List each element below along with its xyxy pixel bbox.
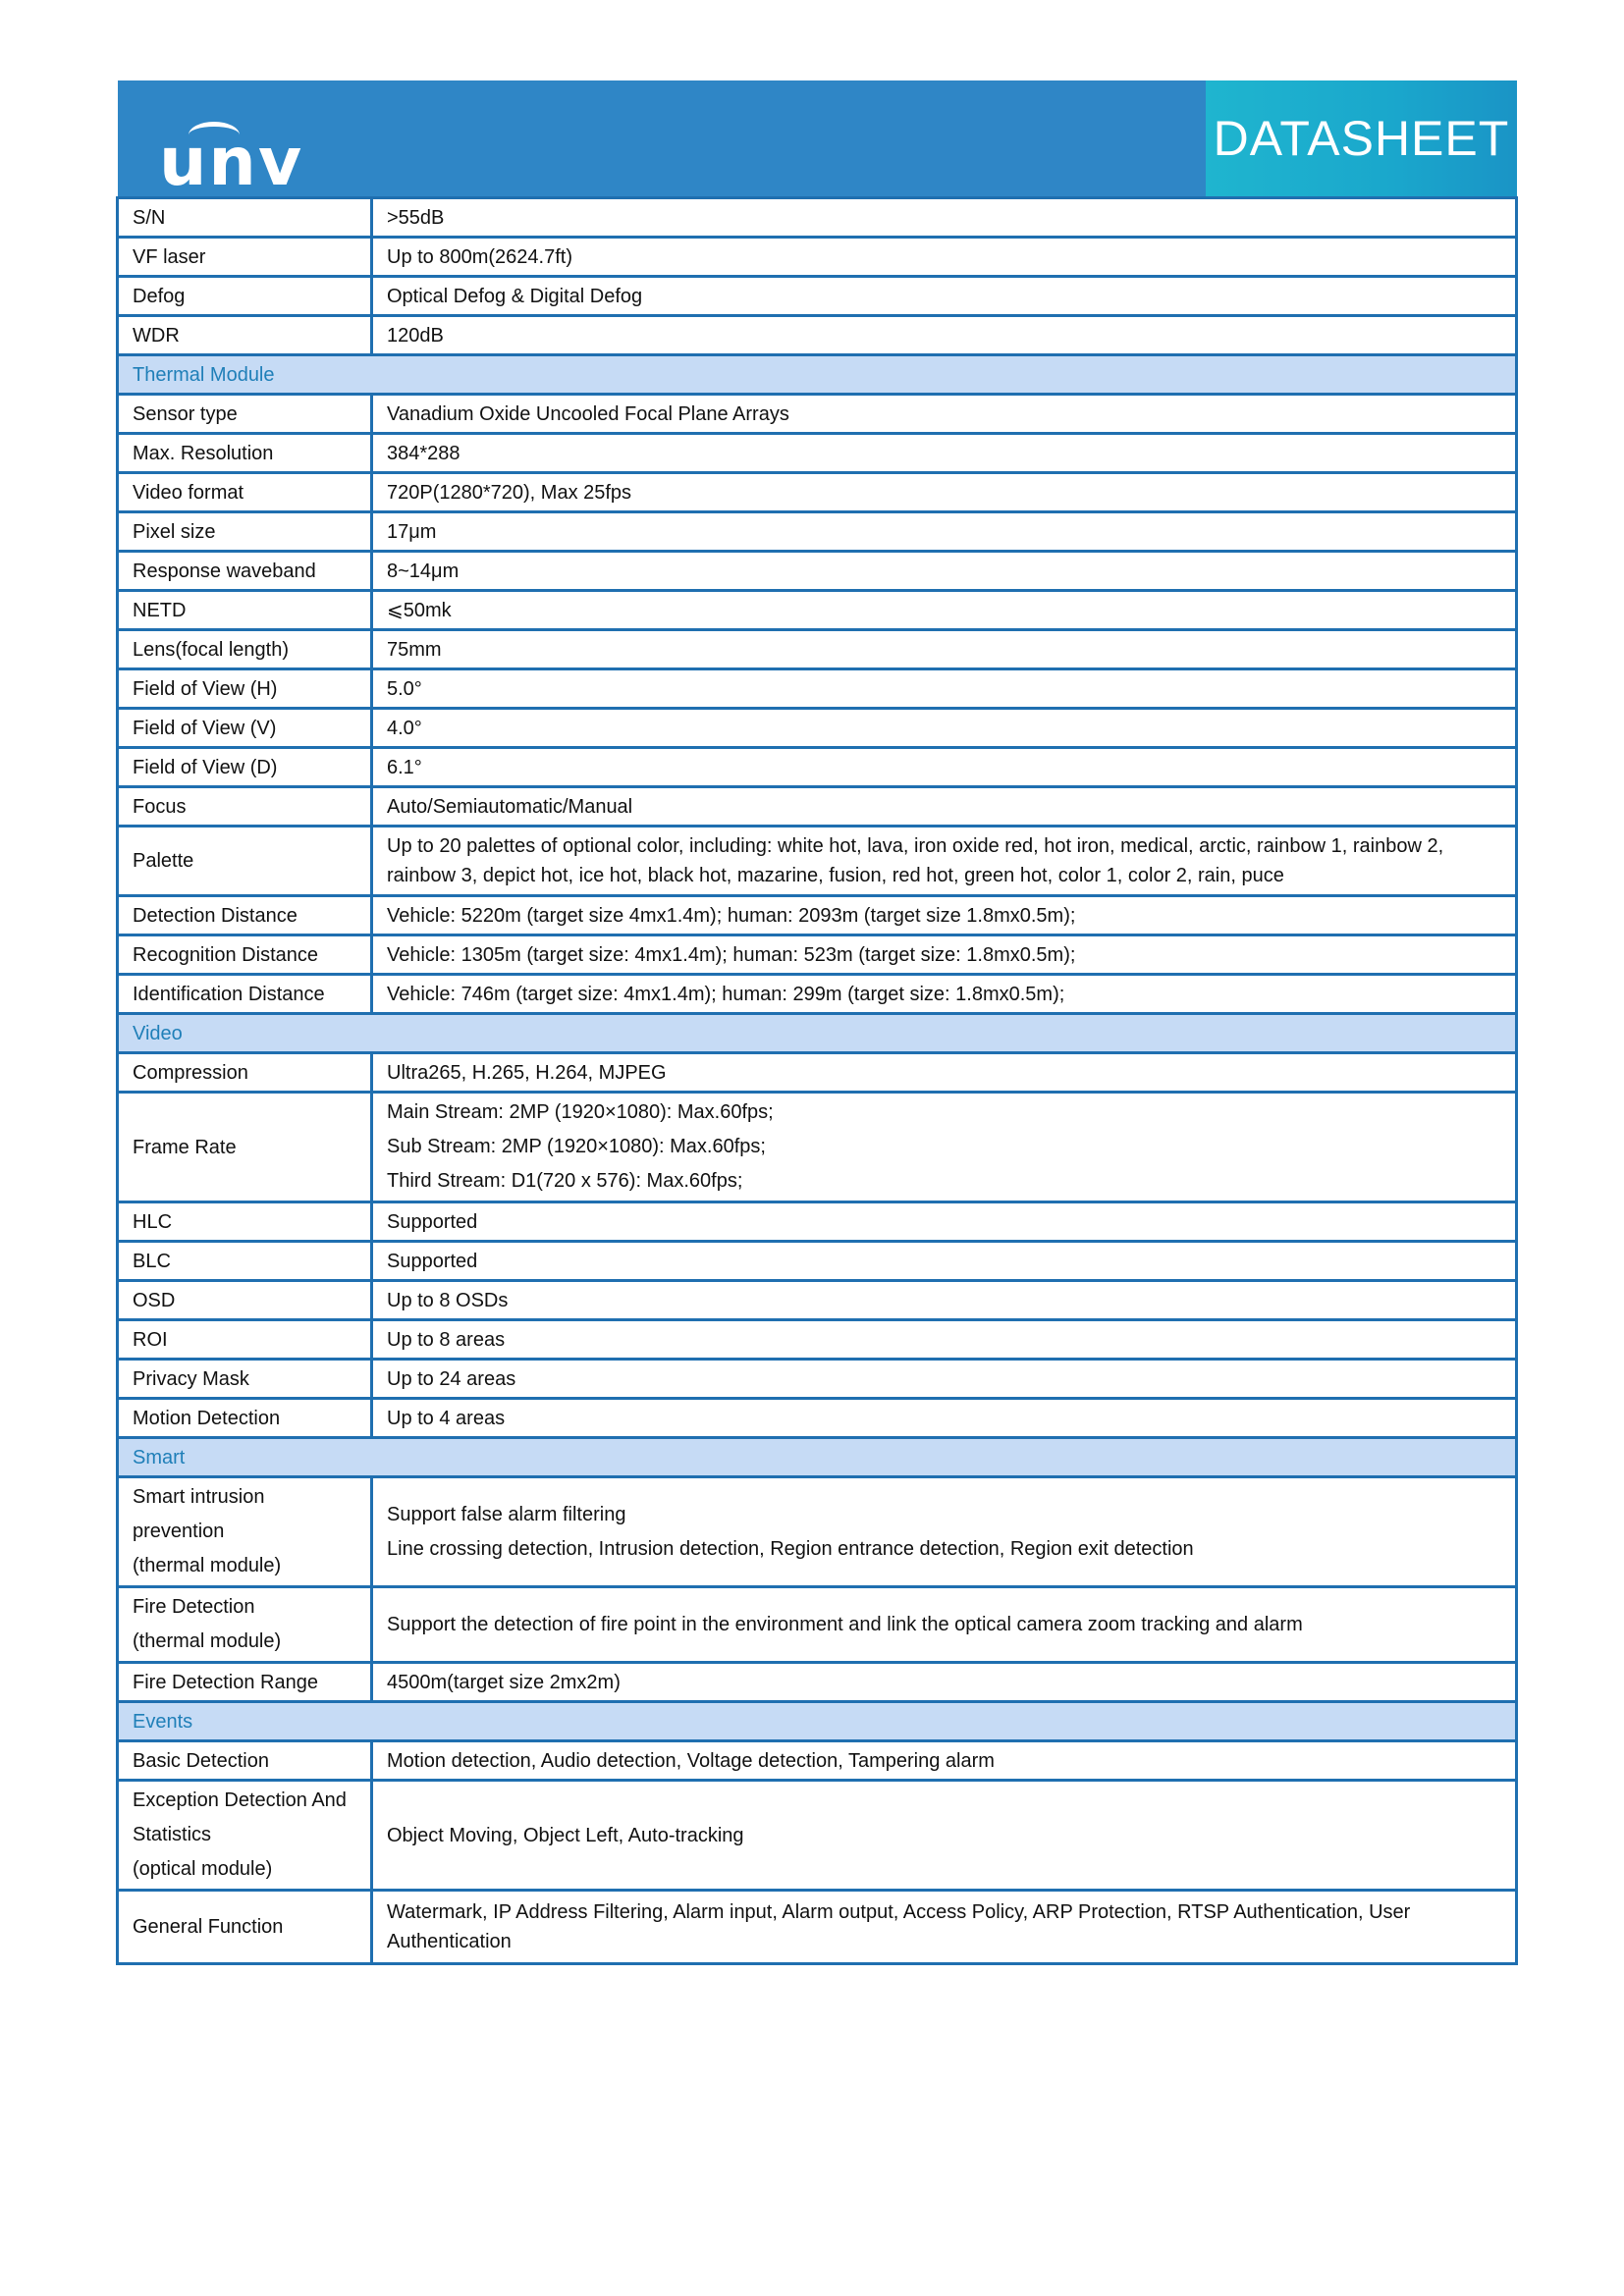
spec-key bbox=[118, 1587, 372, 1663]
spec-key: OSD bbox=[118, 1281, 372, 1320]
spec-key-line: (optical module) bbox=[133, 1858, 273, 1880]
spec-key-line: Exception Detection And bbox=[133, 1789, 347, 1811]
table-row bbox=[118, 1781, 1517, 1891]
table-row bbox=[118, 1663, 1517, 1702]
spec-key: Detection Distance bbox=[118, 896, 372, 935]
spec-value: 6.1° bbox=[372, 748, 1517, 787]
unv-logo bbox=[137, 100, 304, 201]
table-row bbox=[118, 827, 1517, 896]
spec-key: Pixel size bbox=[118, 512, 372, 552]
spec-value-line: Sub Stream: 2MP (1920×1080): Max.60fps; bbox=[387, 1136, 766, 1157]
spec-key: Lens(focal length) bbox=[118, 630, 372, 669]
spec-key: Focus bbox=[118, 787, 372, 827]
spec-key: BLC bbox=[118, 1242, 372, 1281]
table-row bbox=[118, 316, 1517, 355]
spec-value: 120dB bbox=[372, 316, 1517, 355]
table-row bbox=[118, 669, 1517, 709]
section-thermal-module bbox=[118, 355, 1517, 395]
spec-key-line: (thermal module) bbox=[133, 1555, 282, 1576]
spec-value: Watermark, IP Address Filtering, Alarm input, Alarm output, Access Policy, ARP Protection, RTSP Authentication, User Authentication bbox=[372, 1891, 1517, 1964]
table-row bbox=[118, 238, 1517, 277]
table-row bbox=[118, 975, 1517, 1014]
section-title: Events bbox=[118, 1702, 1517, 1741]
table-row bbox=[118, 896, 1517, 935]
spec-key: WDR bbox=[118, 316, 372, 355]
spec-key: Palette bbox=[118, 827, 372, 896]
spec-key: Defog bbox=[118, 277, 372, 316]
spec-key-line: prevention bbox=[133, 1521, 225, 1542]
spec-value: 4.0° bbox=[372, 709, 1517, 748]
spec-value: ⩽50mk bbox=[372, 591, 1517, 630]
spec-key: Max. Resolution bbox=[118, 434, 372, 473]
datasheet-label: DATASHEET bbox=[1213, 111, 1510, 166]
spec-key: Identification Distance bbox=[118, 975, 372, 1014]
spec-value: 4500m(target size 2mx2m) bbox=[372, 1663, 1517, 1702]
spec-value: Up to 8 areas bbox=[372, 1320, 1517, 1360]
spec-value: 17μm bbox=[372, 512, 1517, 552]
table-row bbox=[118, 591, 1517, 630]
table-row bbox=[118, 1053, 1517, 1093]
spec-value bbox=[372, 1093, 1517, 1202]
table-row bbox=[118, 1320, 1517, 1360]
spec-value: Vehicle: 1305m (target size: 4mx1.4m); human: 523m (target size: 1.8mx0.5m); bbox=[372, 935, 1517, 975]
spec-value-line: Main Stream: 2MP (1920×1080): Max.60fps; bbox=[387, 1101, 774, 1123]
table-row bbox=[118, 198, 1517, 238]
spec-key-line: Fire Detection bbox=[133, 1596, 255, 1618]
spec-value: Up to 8 OSDs bbox=[372, 1281, 1517, 1320]
spec-key: General Function bbox=[118, 1891, 372, 1964]
section-title: Thermal Module bbox=[118, 355, 1517, 395]
spec-value: Up to 24 areas bbox=[372, 1360, 1517, 1399]
section-title: Smart bbox=[118, 1438, 1517, 1477]
table-row bbox=[118, 277, 1517, 316]
spec-key: Field of View (V) bbox=[118, 709, 372, 748]
spec-key: Response waveband bbox=[118, 552, 372, 591]
table-row bbox=[118, 630, 1517, 669]
spec-key bbox=[118, 1477, 372, 1587]
spec-key: Fire Detection Range bbox=[118, 1663, 372, 1702]
spec-key: Recognition Distance bbox=[118, 935, 372, 975]
spec-value: Supported bbox=[372, 1242, 1517, 1281]
spec-key-line: Statistics bbox=[133, 1824, 212, 1845]
spec-value: 5.0° bbox=[372, 669, 1517, 709]
spec-value: Up to 4 areas bbox=[372, 1399, 1517, 1438]
spec-key: VF laser bbox=[118, 238, 372, 277]
spec-value bbox=[372, 1477, 1517, 1587]
table-row bbox=[118, 1242, 1517, 1281]
datasheet-badge bbox=[1206, 80, 1517, 196]
spec-value: Auto/Semiautomatic/Manual bbox=[372, 787, 1517, 827]
spec-value-line: Support false alarm filtering bbox=[387, 1503, 626, 1525]
table-row bbox=[118, 1741, 1517, 1781]
table-row bbox=[118, 1477, 1517, 1587]
table-row bbox=[118, 1093, 1517, 1202]
section-video bbox=[118, 1014, 1517, 1053]
table-row bbox=[118, 473, 1517, 512]
logo-text: unv bbox=[159, 124, 304, 201]
table-row bbox=[118, 395, 1517, 434]
spec-value: Vehicle: 746m (target size: 4mx1.4m); human: 299m (target size: 1.8mx0.5m); bbox=[372, 975, 1517, 1014]
table-row bbox=[118, 1281, 1517, 1320]
spec-table bbox=[116, 196, 1518, 1965]
spec-value: Ultra265, H.265, H.264, MJPEG bbox=[372, 1053, 1517, 1093]
spec-key: Compression bbox=[118, 1053, 372, 1093]
section-smart bbox=[118, 1438, 1517, 1477]
spec-key: NETD bbox=[118, 591, 372, 630]
spec-key: Basic Detection bbox=[118, 1741, 372, 1781]
spec-key bbox=[118, 1781, 372, 1891]
table-row bbox=[118, 1360, 1517, 1399]
table-row bbox=[118, 748, 1517, 787]
table-row bbox=[118, 1891, 1517, 1964]
table-row bbox=[118, 434, 1517, 473]
spec-key-line: (thermal module) bbox=[133, 1630, 282, 1652]
spec-value-line: Third Stream: D1(720 x 576): Max.60fps; bbox=[387, 1170, 743, 1192]
spec-key: Video format bbox=[118, 473, 372, 512]
spec-value: Up to 20 palettes of optional color, including: white hot, lava, iron oxide red, hot iron, medical, arctic, rainbow 1, rainbow 2, rainbow 3, depict hot, ice hot, black hot, mazarine, fusion, red hot, green hot, color 1, color 2, rain, puce bbox=[372, 827, 1517, 896]
spec-key: Field of View (H) bbox=[118, 669, 372, 709]
spec-value: 8~14μm bbox=[372, 552, 1517, 591]
spec-key: ROI bbox=[118, 1320, 372, 1360]
table-row bbox=[118, 552, 1517, 591]
spec-key: HLC bbox=[118, 1202, 372, 1242]
spec-value: >55dB bbox=[372, 198, 1517, 238]
spec-key-line: Smart intrusion bbox=[133, 1486, 265, 1508]
spec-value: Vanadium Oxide Uncooled Focal Plane Arrays bbox=[372, 395, 1517, 434]
table-row bbox=[118, 1587, 1517, 1663]
table-row bbox=[118, 935, 1517, 975]
spec-value: Object Moving, Object Left, Auto-tracking bbox=[372, 1781, 1517, 1891]
spec-value: Optical Defog & Digital Defog bbox=[372, 277, 1517, 316]
spec-value: Vehicle: 5220m (target size 4mx1.4m); human: 2093m (target size 1.8mx0.5m); bbox=[372, 896, 1517, 935]
spec-value-line: Line crossing detection, Intrusion detection, Region entrance detection, Region exit detection bbox=[387, 1537, 1194, 1560]
spec-value: Up to 800m(2624.7ft) bbox=[372, 238, 1517, 277]
spec-key: S/N bbox=[118, 198, 372, 238]
table-row bbox=[118, 512, 1517, 552]
section-title: Video bbox=[118, 1014, 1517, 1053]
table-row bbox=[118, 1399, 1517, 1438]
spec-value: Supported bbox=[372, 1202, 1517, 1242]
spec-value: 75mm bbox=[372, 630, 1517, 669]
section-events bbox=[118, 1702, 1517, 1741]
spec-value: Support the detection of fire point in the environment and link the optical camera zoom tracking and alarm bbox=[372, 1587, 1517, 1663]
spec-key: Sensor type bbox=[118, 395, 372, 434]
spec-value: 384*288 bbox=[372, 434, 1517, 473]
spec-key: Field of View (D) bbox=[118, 748, 372, 787]
spec-key: Frame Rate bbox=[118, 1093, 372, 1202]
table-row bbox=[118, 709, 1517, 748]
datasheet-header bbox=[118, 80, 1517, 201]
table-row bbox=[118, 787, 1517, 827]
spec-key: Motion Detection bbox=[118, 1399, 372, 1438]
spec-value: Motion detection, Audio detection, Voltage detection, Tampering alarm bbox=[372, 1741, 1517, 1781]
spec-key: Privacy Mask bbox=[118, 1360, 372, 1399]
spec-value: 720P(1280*720), Max 25fps bbox=[372, 473, 1517, 512]
table-row bbox=[118, 1202, 1517, 1242]
